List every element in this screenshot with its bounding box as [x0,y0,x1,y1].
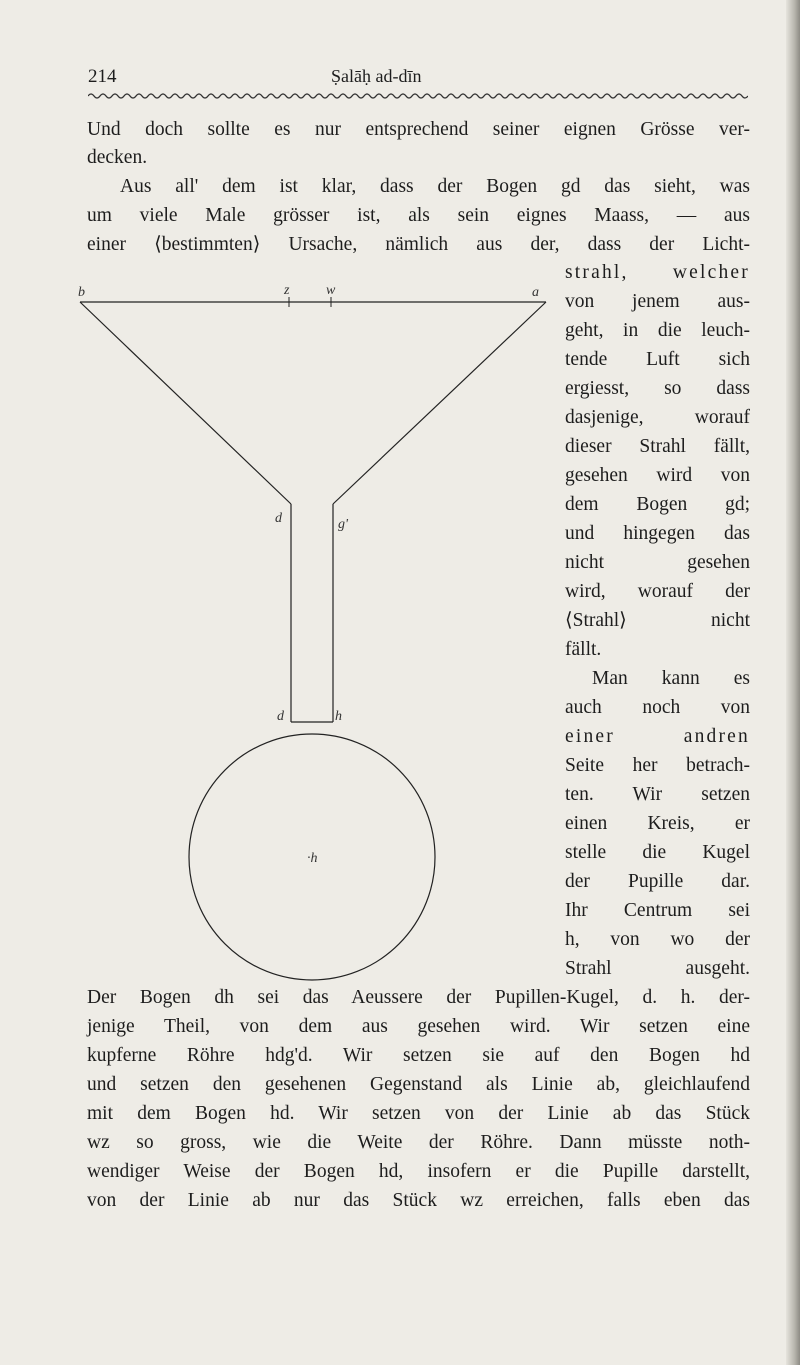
text-line: jenige Theil, von dem aus gesehen wird. Wir setzen eine [87,1016,750,1037]
text-line: ten. Wir setzen [565,784,750,805]
label-z: z [284,283,290,298]
text-line: tende Luft sich [565,349,750,370]
cone-left-edge [80,302,291,504]
pupil-tube-diagram [70,282,550,1002]
text-line: stelle die Kugel [565,842,750,863]
text-line: auch noch von [565,697,750,718]
text-line: decken. [87,147,148,168]
text-line: einer ⟨bestimmten⟩ Ursache, nämlich aus der, dass der Licht- [87,234,750,255]
text-line: fällt. [565,639,602,660]
text-line: und setzen den gesehenen Gegenstand als Linie ab, gleichlaufend [87,1074,750,1095]
text-line: Der Bogen dh sei das Aeussere der Pupillen-Kugel, d. h. der- [87,987,750,1008]
page-edge-shadow [786,0,800,1365]
label-b: b [78,285,85,300]
cone-right-edge [333,302,546,504]
text-line: wendiger Weise der Bogen hd, insofern er die Pupille darstellt, [87,1161,750,1182]
text-line: Ihr Centrum sei [565,900,750,921]
text-line: dasjenige, worauf [565,407,750,428]
running-head: Ṣalāḥ ad-dīn [331,66,422,86]
text-line: wird, worauf der [565,581,750,602]
text-line: nicht gesehen [565,552,750,573]
text-line: ergiesst, so dass [565,378,750,399]
wavy-rule [88,91,748,101]
label-h-right: h [335,709,342,724]
text-line: von jenem aus- [565,291,750,312]
text-line: geht, in die leuch- [565,320,750,341]
text-line: wz so gross, wie die Weite der Röhre. Dann müsste noth- [87,1132,750,1153]
text-line: dieser Strahl fällt, [565,436,750,457]
label-h-center: ·h [307,851,318,866]
text-line: mit dem Bogen hd. Wir setzen von der Linie ab das Stück [87,1103,750,1124]
text-line: einen Kreis, er [565,813,750,834]
text-line: dem Bogen gd; [565,494,750,515]
text-line: Aus all' dem ist klar, dass der Bogen gd das sieht, was [120,176,750,197]
label-w: w [326,283,336,298]
label-a: a [532,285,539,300]
text-line: Man kann es [592,668,750,689]
text-line: von der Linie ab nur das Stück wz erreichen, falls eben das [87,1190,750,1211]
text-line: einer andren [565,726,750,747]
label-g-prime: g' [338,517,348,532]
text-line: Seite her betrach- [565,755,750,776]
text-line: Strahl ausgeht. [565,958,750,979]
text-line: um viele Male grösser ist, als sein eignes Maass, — aus [87,205,750,226]
text-line: strahl, welcher [565,262,750,283]
text-line: gesehen wird von [565,465,750,486]
label-d-bottom: d [277,709,284,724]
page-number: 214 [88,66,117,87]
page-header [88,66,748,96]
text-line: h, von wo der [565,929,750,950]
text-line: und hingegen das [565,523,750,544]
text-line: Und doch sollte es nur entsprechend seiner eignen Grösse ver- [87,119,750,140]
text-line: ⟨Strahl⟩ nicht [565,610,750,631]
label-d-top: d [275,511,282,526]
text-line: der Pupille dar. [565,871,750,892]
text-line: kupferne Röhre hdg'd. Wir setzen sie auf den Bogen hd [87,1045,750,1066]
